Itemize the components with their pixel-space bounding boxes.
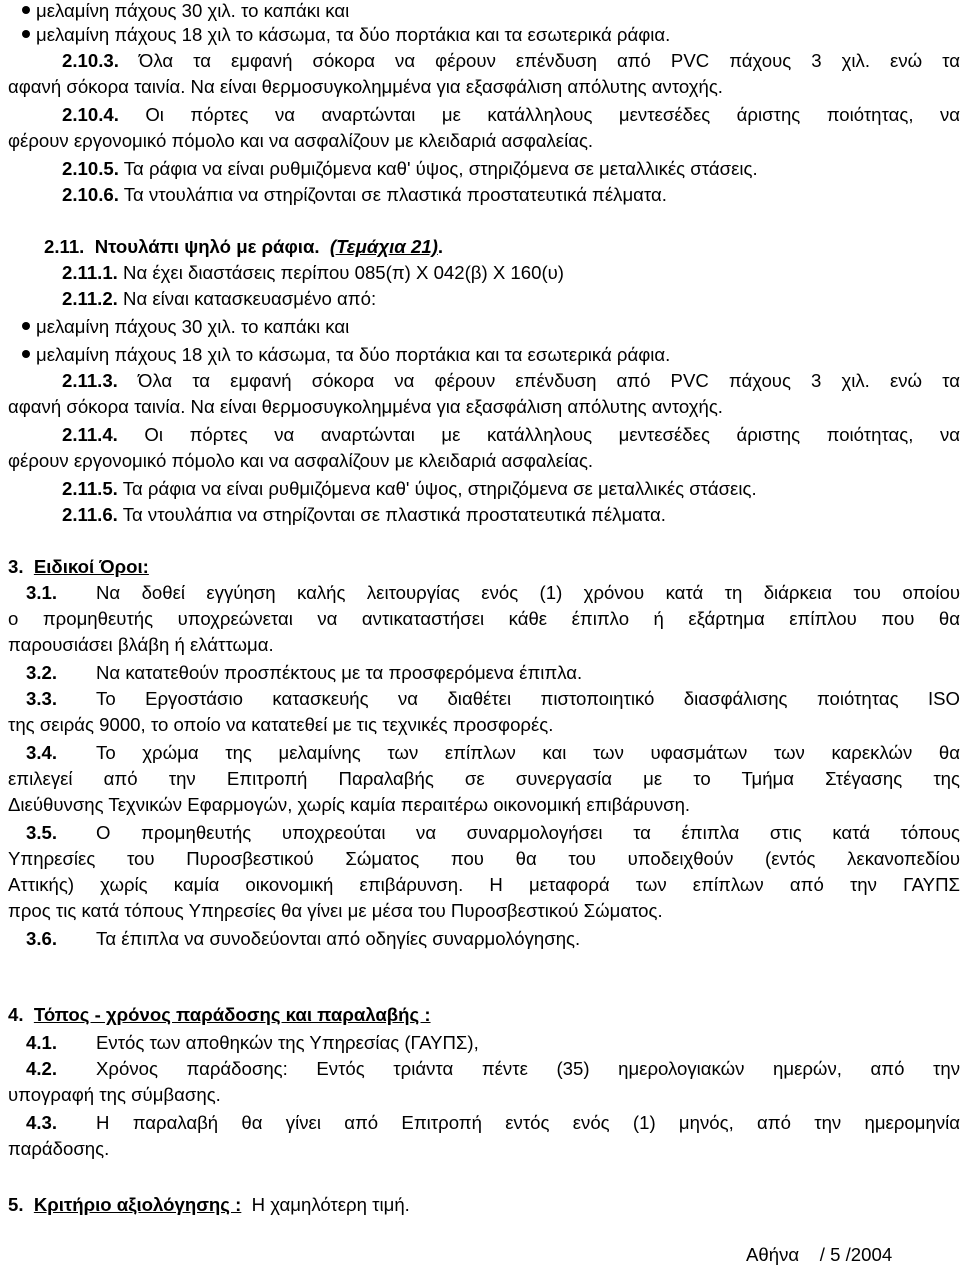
paragraph-continuation: Υπηρεσίες του Πυροσβεστικού Σώματος που θα του υποδειχθούν (εντός λεκανοπεδίου — [8, 848, 960, 869]
section-heading: 4. Τόπος - χρόνος παράδοσης και παραλαβής : — [8, 1004, 431, 1025]
paragraph: 3.2. Να κατατεθούν προσπέκτους με τα προσφερόμενα έπιπλα. — [26, 662, 583, 683]
paragraph-continuation: παρουσιάσει βλάβη ή ελάττωμα. — [8, 634, 274, 655]
paragraph: 2.10.3. Όλα τα εμφανή σόκορα να φέρουν επένδυση από PVC πάχους 3 χιλ. ενώ τα — [62, 50, 960, 71]
paragraph-continuation: φέρουν εργονομικό πόμολο και να ασφαλίζουν με κλειδαριά ασφαλείας. — [8, 130, 594, 151]
paragraph: 2.10.6. Τα ντουλάπια να στηρίζονται σε πλαστικά προστατευτικά πέλματα. — [62, 184, 667, 205]
paragraph: 4.3. Η παραλαβή θα γίνει από Επιτροπή εντός ενός (1) μηνός, από την ημερομηνία — [26, 1112, 960, 1133]
paragraph: 2.11.1. Να έχει διαστάσεις περίπου 085(π) Χ 042(β) Χ 160(υ) — [62, 262, 564, 283]
paragraph: 2.11.2. Να είναι κατασκευασμένο από: — [62, 288, 377, 309]
paragraph-continuation: υπογραφή της σύμβασης. — [8, 1084, 221, 1105]
paragraph-continuation: φέρουν εργονομικό πόμολο και να ασφαλίζουν με κλειδαριά ασφαλείας. — [8, 450, 594, 471]
paragraph-continuation: ο προμηθευτής υποχρεώνεται να αντικαταστήσει κάθε έπιπλο ή εξάρτημα επίπλου που θα — [8, 608, 960, 629]
list-item: μελαμίνη πάχους 30 χιλ. το καπάκι και — [20, 314, 920, 340]
paragraph: 3.6. Τα έπιπλα να συνοδεύονται από οδηγίες συναρμολόγησης. — [26, 928, 581, 949]
list-item: μελαμίνη πάχους 18 χιλ το κάσωμα, τα δύο πορτάκια και τα εσωτερικά ράφια. — [20, 342, 920, 368]
paragraph-continuation: Διεύθυνσης Τεχνικών Εφαρμογών, χωρίς καμία περαιτέρω οικονομική επιβάρυνση. — [8, 794, 691, 815]
section-heading: 5. Κριτήριο αξιολόγησης : Η χαμηλότερη τιμή. — [8, 1194, 410, 1215]
section-heading: 2.11. Ντουλάπι ψηλό με ράφια. (Τεμάχια 21). — [44, 236, 444, 257]
paragraph: 4.1. Εντός των αποθηκών της Υπηρεσίας (ΓΑΥΠΣ), — [26, 1032, 479, 1053]
bullet-icon — [22, 6, 30, 14]
bullet-icon — [22, 350, 30, 358]
paragraph-continuation: επιλεγεί από την Επιτροπή Παραλαβής σε συνεργασία με το Τμήμα Στέγασης της — [8, 768, 960, 789]
paragraph-continuation: αφανή σόκορα ταινία. Να είναι θερμοσυγκολημμένα για εξασφάλιση απόλυτης αντοχής. — [8, 396, 723, 417]
paragraph: 2.11.5. Τα ράφια να είναι ρυθμιζόμενα καθ' ύψος, στηριζόμενα σε μεταλλικές στάσεις. — [62, 478, 757, 499]
paragraph: 2.11.4. Οι πόρτες να αναρτώνται με κατάλληλους μεντεσέδες άριστης ποιότητας, να — [62, 424, 960, 445]
paragraph: 3.1. Να δοθεί εγγύηση καλής λειτουργίας ενός (1) χρόνου κατά τη διάρκεια του οποίου — [26, 582, 960, 603]
bullet-icon — [22, 30, 30, 38]
paragraph: 2.10.4. Οι πόρτες να αναρτώνται με κατάλληλους μεντεσέδες άριστης ποιότητας, να — [62, 104, 960, 125]
paragraph: 2.11.3. Όλα τα εμφανή σόκορα να φέρουν επένδυση από PVC πάχους 3 χιλ. ενώ τα — [62, 370, 960, 391]
section-heading: 3. Ειδικοί Όροι: — [8, 556, 149, 577]
paragraph-continuation: αφανή σόκορα ταινία. Να είναι θερμοσυγκολημμένα για εξασφάλιση απόλυτης αντοχής. — [8, 76, 723, 97]
bullet-icon — [22, 322, 30, 330]
place-date: Αθήνα / 5 /2004 — [746, 1244, 893, 1265]
paragraph-continuation: προς τις κατά τόπους Υπηρεσίες θα γίνει με μέσα του Πυροσβεστικού Σώματος. — [8, 900, 663, 921]
paragraph: 2.11.6. Τα ντουλάπια να στηρίζονται σε πλαστικά προστατευτικά πέλματα. — [62, 504, 666, 525]
paragraph-continuation: παράδοσης. — [8, 1138, 110, 1159]
paragraph-continuation: Αττικής) χωρίς καμία οικονομική επιβάρυνση. Η μεταφορά των επίπλων από την ΓΑΥΠΣ — [8, 874, 960, 895]
list-item: μελαμίνη πάχους 30 χιλ. το καπάκι και — [20, 0, 920, 24]
paragraph: 3.3. Το Εργοστάσιο κατασκευής να διαθέτει πιστοποιητικό διασφάλισης ποιότητας ISO — [26, 688, 960, 709]
paragraph-continuation: της σειράς 9000, το οποίο να κατατεθεί με τις τεχνικές προσφορές. — [8, 714, 554, 735]
paragraph: 2.10.5. Τα ράφια να είναι ρυθμιζόμενα καθ' ύψος, στηριζόμενα σε μεταλλικές στάσεις. — [62, 158, 758, 179]
paragraph: 4.2. Χρόνος παράδοσης: Εντός τριάντα πέντε (35) ημερολογιακών ημερών, από την — [26, 1058, 960, 1079]
paragraph: 3.5. Ο προμηθευτής υποχρεούται να συναρμολογήσει τα έπιπλα στις κατά τόπους — [26, 822, 960, 843]
paragraph: 3.4. Το χρώμα της μελαμίνης των επίπλων και των υφασμάτων των καρεκλών θα — [26, 742, 960, 763]
list-item: μελαμίνη πάχους 18 χιλ το κάσωμα, τα δύο πορτάκια και τα εσωτερικά ράφια. — [20, 22, 920, 48]
